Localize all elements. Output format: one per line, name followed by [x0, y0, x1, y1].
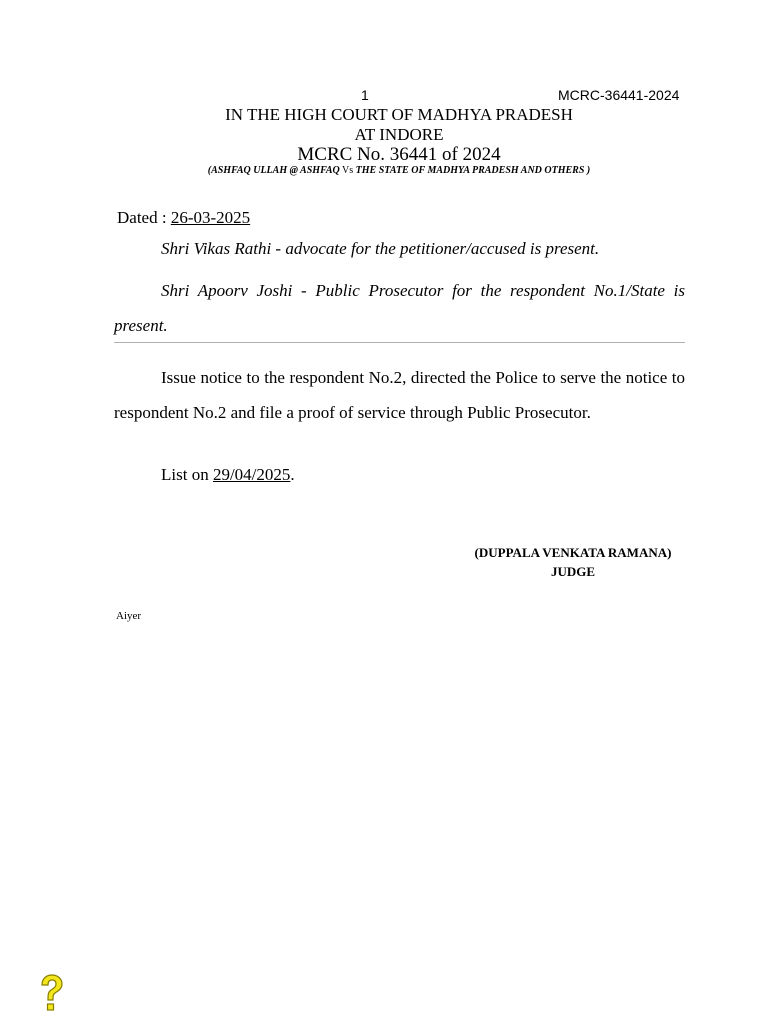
question-mark-glyph — [36, 973, 66, 1015]
case-title: MCRC No. 36441 of 2024 — [297, 144, 501, 165]
judge-name: (DUPPALA VENKATA RAMANA) — [474, 545, 672, 560]
list-date: 29/04/2025 — [212, 465, 291, 484]
list-suffix: . — [290, 465, 295, 484]
versus-label: Vs — [339, 165, 356, 176]
parties-line — [0, 165, 768, 176]
list-prefix: List on — [161, 465, 213, 484]
judge-designation: JUDGE — [550, 564, 596, 579]
court-name: IN THE HIGH COURT OF MADHYA PRADESH — [225, 105, 573, 124]
court-bench: AT INDORE — [354, 125, 444, 144]
order-date — [117, 208, 250, 228]
case-reference: MCRC-36441-2024 — [558, 87, 680, 103]
question-mark-icon[interactable] — [36, 973, 66, 1015]
dated-value: 26-03-2025 — [170, 208, 251, 227]
order-direction: Issue notice to the respondent No.2, directed the Police to serve the notice to respondent No.2 and file a proof of service through Public Prosecutor. — [114, 368, 685, 422]
divider — [114, 342, 685, 343]
listing-line — [114, 464, 685, 486]
typist-initials: Aiyer — [116, 610, 142, 622]
petitioner-name: (ASHFAQ ULLAH @ ASHFAQ — [207, 165, 340, 176]
page-number: 1 — [361, 87, 369, 103]
respondent-name: THE STATE OF MADHYA PRADESH AND OTHERS ) — [355, 165, 591, 176]
appearance-petitioner: Shri Vikas Rathi - advocate for the petitioner/accused is present. — [161, 239, 600, 258]
appearance-respondent: Shri Apoorv Joshi - Public Prosecutor for the respondent No.1/State is present. — [114, 281, 685, 335]
dated-label: Dated : — [117, 208, 171, 227]
